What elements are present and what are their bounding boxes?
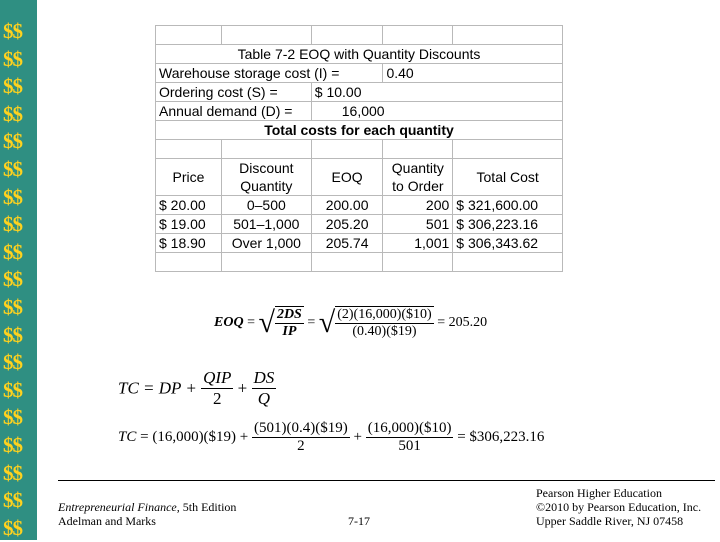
total-cell: $ 321,600.00	[453, 196, 563, 215]
dollar-sign-decoration: $$	[3, 46, 22, 71]
dollar-sign-decoration: $$	[3, 267, 22, 292]
book-title: Entrepreneurial Finance,	[58, 500, 180, 514]
header-eoq: EOQ	[311, 159, 383, 196]
book-edition: 5th Edition	[179, 500, 237, 514]
tc-fraction-ordering: $\frac{DS}{Q}$	[253, 368, 275, 408]
eoq-lhs: EOQ	[214, 315, 244, 330]
dollar-sign-decoration: $$	[3, 74, 22, 99]
total-cell: $ 306,343.62	[453, 234, 563, 253]
param-value-ordering: $ 10.00	[311, 83, 562, 102]
sidebar-decoration	[0, 0, 37, 540]
dollar-sign-decoration: $$	[3, 488, 22, 513]
eoq-cell: 205.20	[311, 215, 383, 234]
total-cell: $ 306,223.16	[453, 215, 563, 234]
tc-numeric-fraction-ordering: $\frac{(16,000)(\$10)}{501}$	[367, 420, 452, 454]
table-row	[156, 196, 563, 215]
price-cell: $ 20.00	[156, 196, 222, 215]
table-row	[156, 234, 563, 253]
discount-cell: 0–500	[221, 196, 311, 215]
discount-cell: Over 1,000	[221, 234, 311, 253]
dollar-sign-decoration: $$	[3, 377, 22, 402]
param-value-storage: 0.40	[383, 64, 563, 83]
dollar-sign-decoration: $$	[3, 405, 22, 430]
header-price: Price	[156, 159, 222, 196]
eoq-formula: EOQ = √ $\frac{2DS}{IP}$ = √ $\frac{(2)(16,000)(\$10)}{(0.40)(\$19)}$ = 205.20	[214, 306, 488, 339]
discount-cell: 501–1,000	[221, 215, 311, 234]
dollar-sign-decoration: $$	[3, 157, 22, 181]
param-value-demand: 16,000	[311, 102, 562, 121]
qty-cell: 200	[383, 196, 453, 215]
table-title: Table 7-2 EOQ with Quantity Discounts	[156, 45, 563, 64]
dollar-sign-decoration: $$	[3, 350, 22, 375]
dollar-sign-decoration: $$	[3, 322, 22, 347]
dollar-sign-decoration: $$	[3, 19, 22, 43]
eoq-cell: 200.00	[311, 196, 383, 215]
page-number: 7-17	[348, 514, 370, 528]
param-label-ordering: Ordering cost (S) =	[156, 83, 312, 102]
qty-cell: 1,001	[383, 234, 453, 253]
param-label-storage: Warehouse storage cost (I) =	[156, 64, 383, 83]
table-row	[156, 215, 563, 234]
tc-result: = $306,223.16	[457, 429, 545, 445]
eoq-result: = 205.20	[437, 315, 488, 330]
qty-cell: 501	[383, 215, 453, 234]
header-total: Total Cost	[453, 159, 563, 196]
tc-formula-numeric: TC = (16,000)($19) + $\frac{(501)(0.4)(\$19)}{2}$ + $\frac{(16,000)(\$10)}{501}$ = $306,223.16	[118, 420, 545, 454]
dollar-sign-decoration: $$	[3, 515, 22, 540]
param-label-demand: Annual demand (D) =	[156, 102, 312, 121]
table-subtitle: Total costs for each quantity	[156, 121, 563, 140]
footer-book	[58, 500, 236, 528]
footer-publisher: Pearson Higher Education ©2010 by Pearson Education, Inc. Upper Saddle River, NJ 07458	[536, 486, 702, 528]
eoq-cell: 205.74	[311, 234, 383, 253]
dollar-sign-decoration: $$	[3, 460, 22, 485]
dollar-sign-decoration: $$	[3, 239, 22, 264]
tc-numeric-fraction-holding: $\frac{(501)(0.4)(\$19)}{2}$	[254, 420, 348, 454]
eoq-fraction-numeric: $\frac{(2)(16,000)(\$10)}{(0.40)(\$19)}$	[337, 307, 432, 339]
tc-fraction-holding: $\frac{\text{QIP}}{2}$	[203, 368, 232, 408]
dollar-sign-decoration: $$	[3, 129, 22, 154]
header-discount: Discount Quantity	[221, 159, 311, 196]
header-quantity: Quantity to Order	[383, 159, 453, 196]
book-authors: Adelman and Marks	[58, 514, 156, 528]
dollar-sign-decoration: $$	[3, 295, 22, 319]
dollar-sign-decoration: $$	[3, 101, 22, 126]
price-cell: $ 19.00	[156, 215, 222, 234]
dollar-sign-decoration: $$	[3, 433, 22, 457]
tc-lhs: TC = DP +	[118, 378, 197, 398]
dollar-sign-decoration: $$	[3, 212, 22, 237]
tc-formula-symbolic: TC = DP + $\frac{\text{QIP}}{2}$ + $\frac{DS}{Q}$	[118, 368, 275, 408]
tc-numeric-lhs: TC = (16,000)($19) +	[118, 429, 249, 445]
price-cell: $ 18.90	[156, 234, 222, 253]
eoq-fraction-symbolic: $\frac{2DS}{IP}$	[276, 307, 302, 339]
eoq-discount-table	[155, 25, 563, 272]
dollar-sign-decoration: $$	[3, 184, 22, 209]
footer-divider	[58, 480, 715, 481]
